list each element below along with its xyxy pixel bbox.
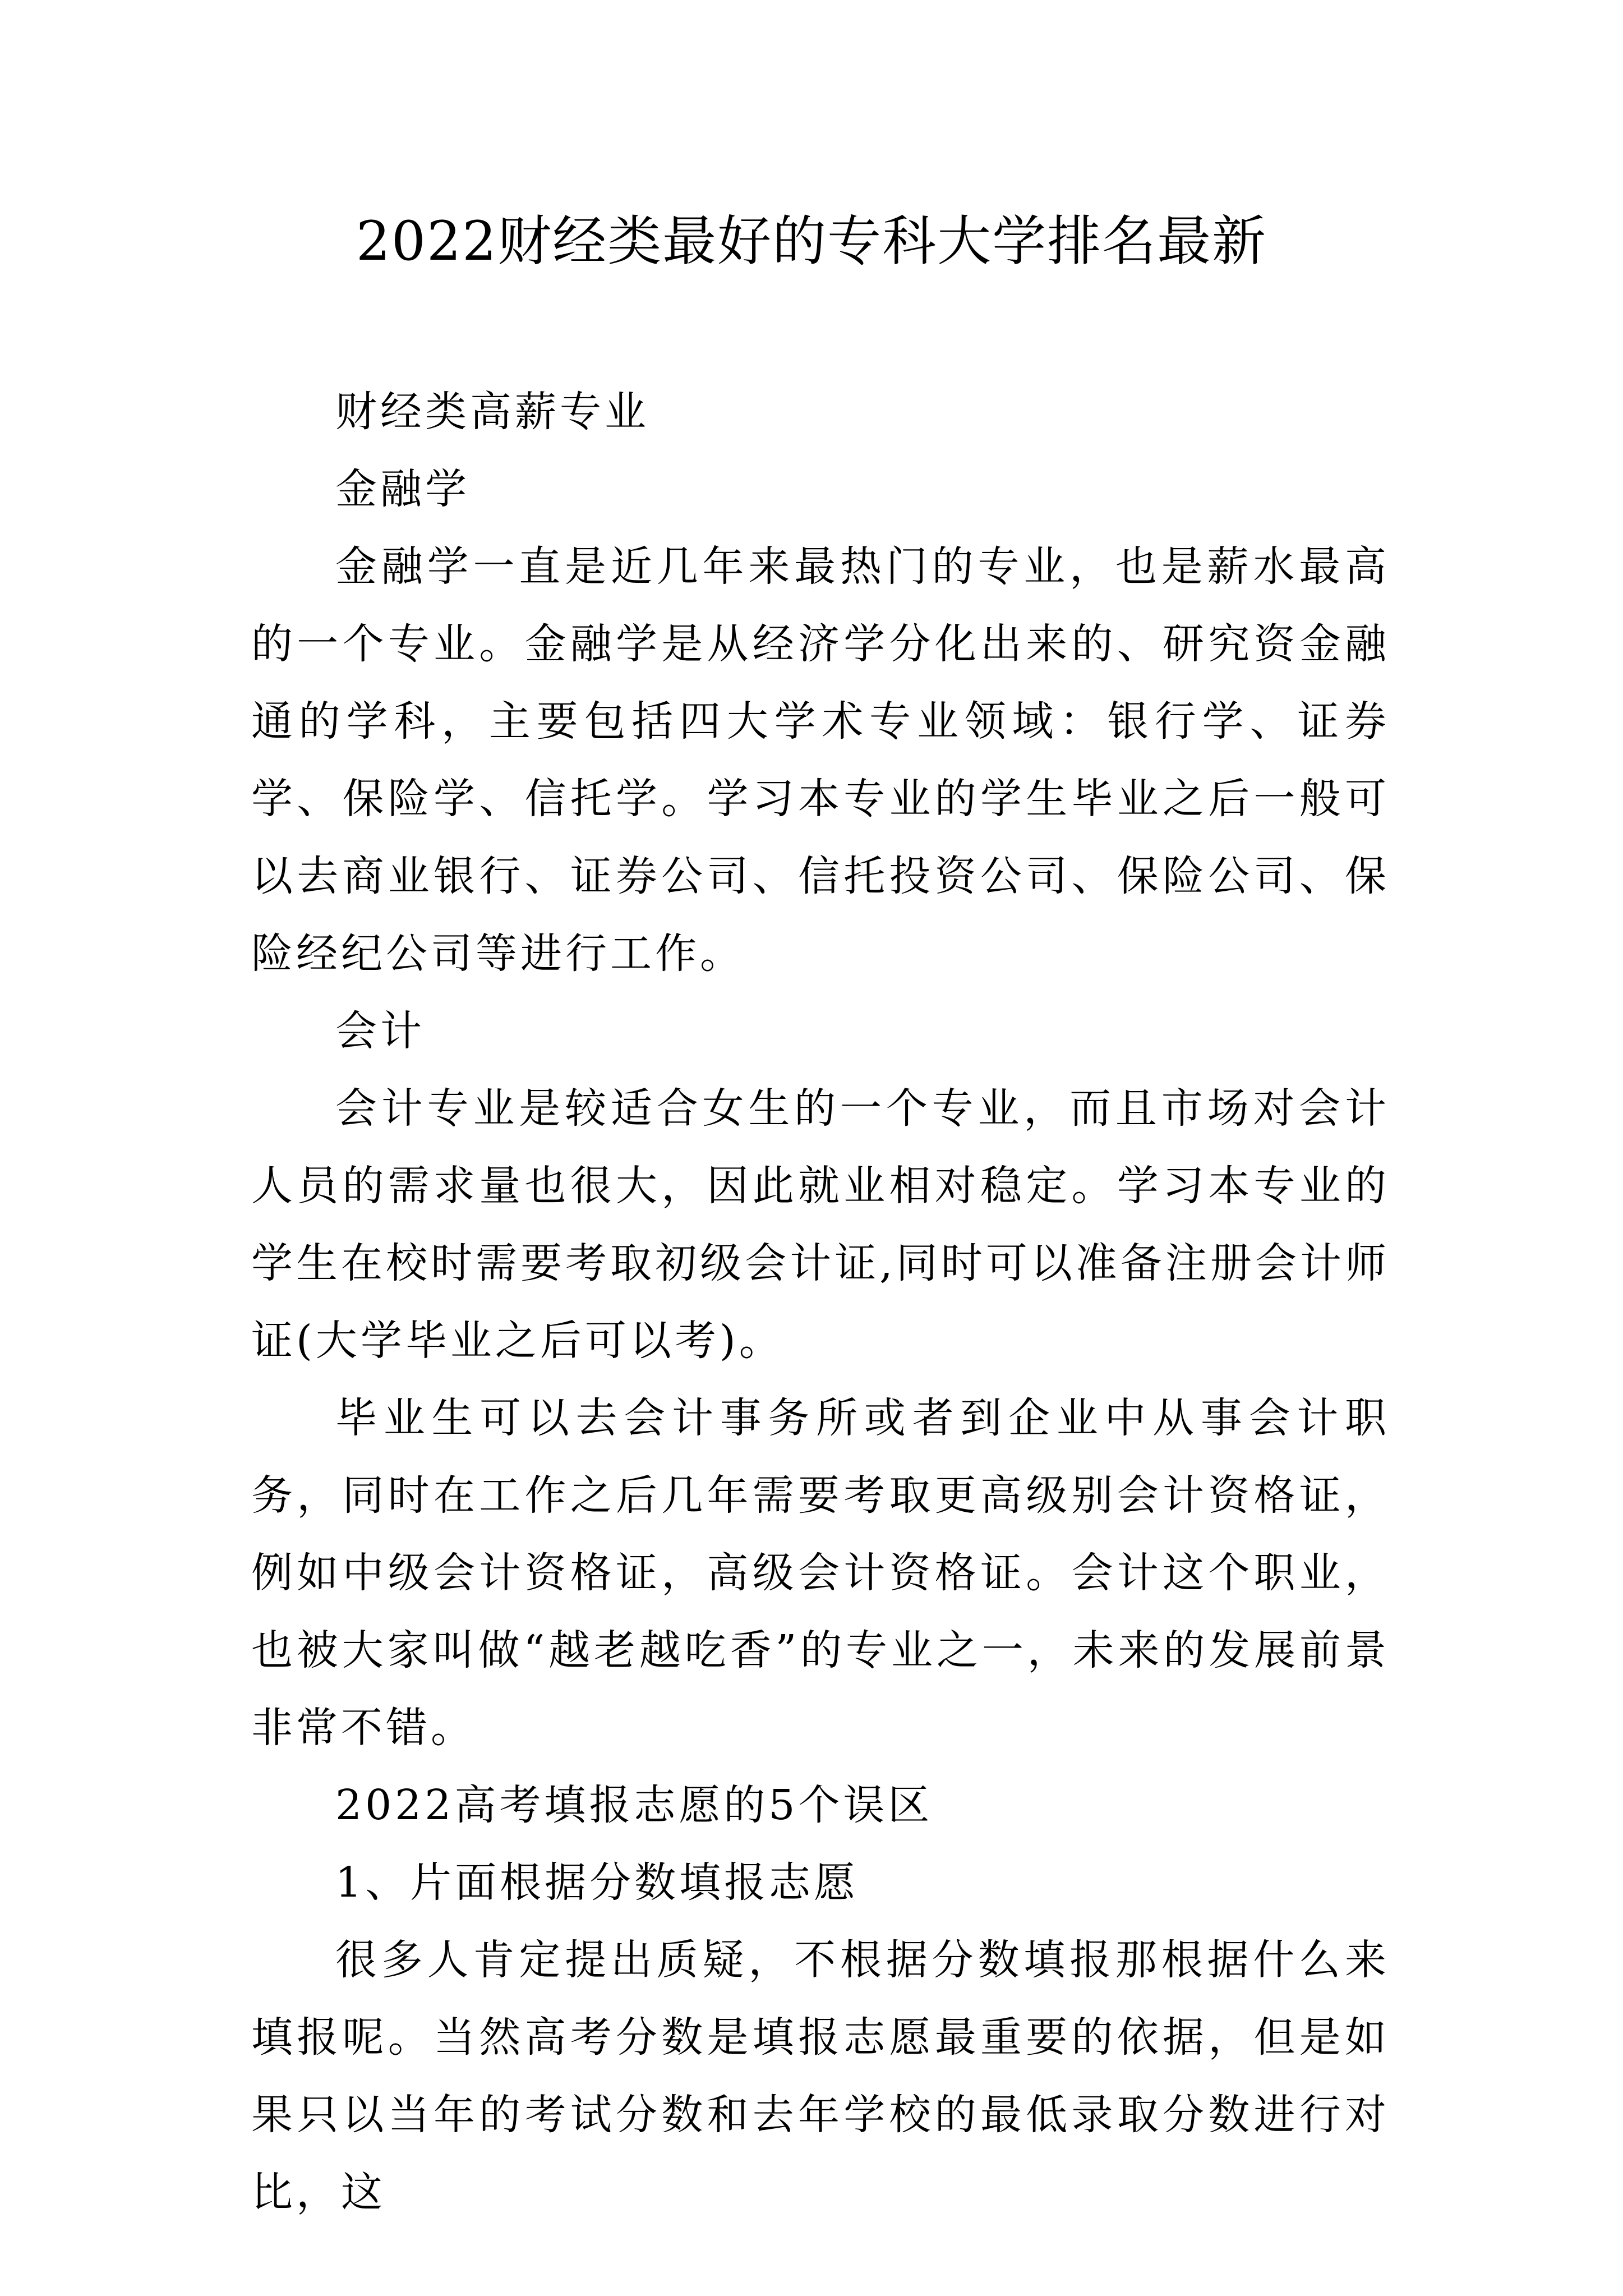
paragraph-mistake-1-heading: 1、片面根据分数填报志愿	[335, 1858, 859, 1907]
paragraph-subheading-accounting: 会计	[335, 1007, 425, 1055]
paragraph-subheading-finance: 金融学	[335, 465, 470, 513]
paragraph-accounting-career: 毕业生可以去会计事务所或者到企业中从事会计职务，同时在工作之后几年需要考取更高级别会计资格证，例如中级会计资格证，高级会计资格证。会计这个职业，也被大家叫做“越老越吃香”的专业之一，未来的发展前景非常不错。	[251, 1394, 1390, 1752]
paragraph-section-heading: 财经类高薪专业	[335, 388, 649, 436]
paragraph-section-heading-mistakes: 2022高考填报志愿的5个误区	[335, 1781, 933, 1829]
page-title: 2022财经类最好的专科大学排名最新	[356, 210, 1267, 273]
document-body	[251, 373, 1390, 2231]
paragraph-mistake-1-desc: 很多人肯定提出质疑，不根据分数填报那根据什么来填报呢。当然高考分数是填报志愿最重要的依据，但是如果只以当年的考试分数和去年学校的最低录取分数进行对比，这	[251, 1936, 1390, 2216]
paragraph-accounting-desc: 会计专业是较适合女生的一个专业，而且市场对会计人员的需求量也很大，因此就业相对稳定。学习本专业的学生在校时需要考取初级会计证,同时可以准备注册会计师证(大学毕业之后可以考)。	[251, 1084, 1390, 1365]
paragraph-finance-desc: 金融学一直是近几年来最热门的专业，也是薪水最高的一个专业。金融学是从经济学分化出来的、研究资金融通的学科，主要包括四大学术专业领域：银行学、证券学、保险学、信托学。学习本专业的学生毕业之后一般可以去商业银行、证券公司、信托投资公司、保险公司、保险经纪公司等进行工作。	[251, 542, 1390, 978]
